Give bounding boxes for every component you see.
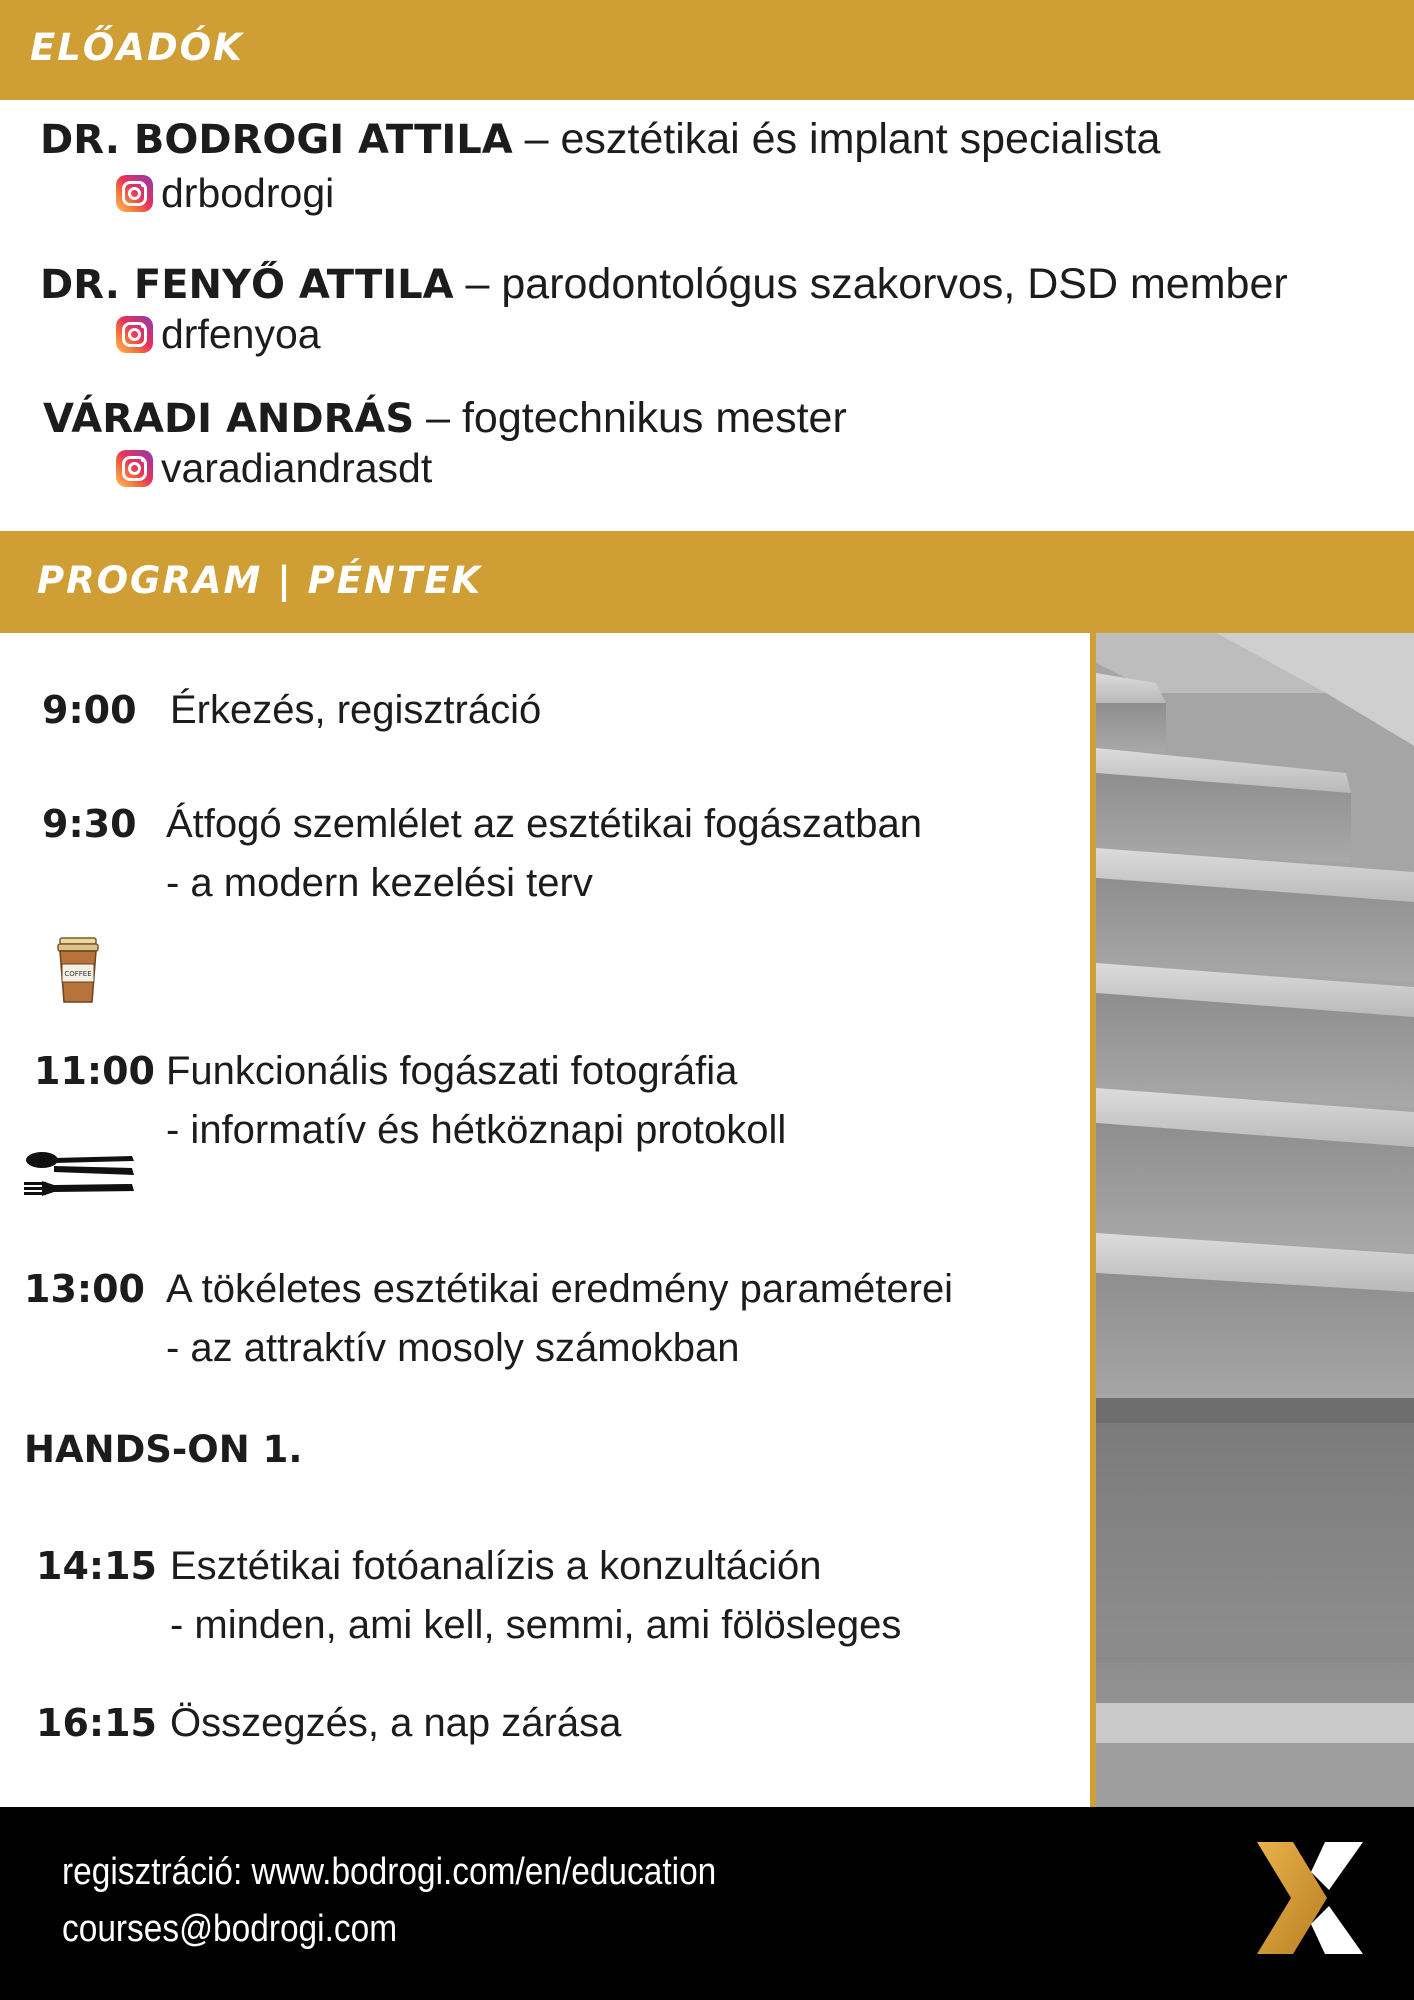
program-item-title: Átfogó szemlélet az esztétikai fogászatban <box>166 802 922 846</box>
time-label: 11:00 <box>34 1049 155 1093</box>
time-label: 16:15 <box>36 1701 157 1745</box>
speaker-2-instagram[interactable] <box>116 311 321 357</box>
program-item-title: Funkcionális fogászati fotográfia <box>166 1049 738 1093</box>
program-item-subtitle: - az attraktív mosoly számokban <box>166 1326 740 1370</box>
speaker-role: – parodontológus szakorvos, DSD member <box>453 260 1288 308</box>
contact-email[interactable]: courses@bodrogi.com <box>62 1908 398 1950</box>
time-label: 14:15 <box>36 1544 157 1588</box>
footer <box>0 1807 1414 2000</box>
instagram-icon <box>116 316 153 353</box>
instagram-handle: drfenyoa <box>161 311 321 357</box>
staircase-photo <box>1090 633 1414 1807</box>
time-label: 13:00 <box>24 1267 145 1311</box>
instagram-icon <box>116 450 153 487</box>
program-section-title: PROGRAM | PÉNTEK <box>37 559 483 602</box>
program-item-subtitle: - a modern kezelési terv <box>166 861 593 905</box>
speaker-1 <box>40 115 1161 163</box>
program-item-title: Összegzés, a nap zárása <box>170 1701 622 1745</box>
time-label: 9:00 <box>42 688 137 732</box>
program-item-subtitle: - minden, ami kell, semmi, ami fölösleges <box>170 1603 902 1647</box>
cutlery-icon <box>22 1148 136 1204</box>
speaker-3-instagram[interactable] <box>116 445 433 491</box>
x-logo <box>1255 1840 1365 1956</box>
speaker-2 <box>40 260 1288 308</box>
instagram-handle: varadiandrasdt <box>161 445 433 491</box>
program-item-title: Érkezés, regisztráció <box>170 688 542 732</box>
speaker-3 <box>43 394 847 442</box>
time-label: 9:30 <box>42 802 137 846</box>
instagram-handle: drbodrogi <box>161 170 335 216</box>
speaker-name: DR. FENYŐ ATTILA <box>40 262 454 308</box>
program-item-title: Esztétikai fotóanalízis a konzultáción <box>170 1544 822 1588</box>
speaker-name: DR. BODROGI ATTILA <box>40 117 513 163</box>
speaker-role: – esztétikai és implant specialista <box>512 115 1161 163</box>
coffee-cup-label: COFFEE <box>64 970 92 978</box>
coffee-cup-icon <box>56 936 100 1004</box>
instagram-icon <box>116 175 153 212</box>
registration-link[interactable]: regisztráció: www.bodrogi.com/en/education <box>62 1851 717 1893</box>
speakers-section-title: ELŐADÓK <box>30 26 244 69</box>
program-item-subtitle: - informatív és hétköznapi protokoll <box>166 1108 787 1152</box>
speaker-name: VÁRADI ANDRÁS <box>43 396 415 442</box>
program-header-band <box>0 531 1414 633</box>
staircase-image <box>1096 633 1414 1807</box>
speakers-header-band <box>0 0 1414 100</box>
speaker-role: – fogtechnikus mester <box>414 394 847 442</box>
program-item-title: A tökéletes esztétikai eredmény paraméterei <box>166 1267 954 1311</box>
speaker-1-instagram[interactable] <box>116 170 335 216</box>
hands-on-label: HANDS-ON 1. <box>24 1428 303 1471</box>
